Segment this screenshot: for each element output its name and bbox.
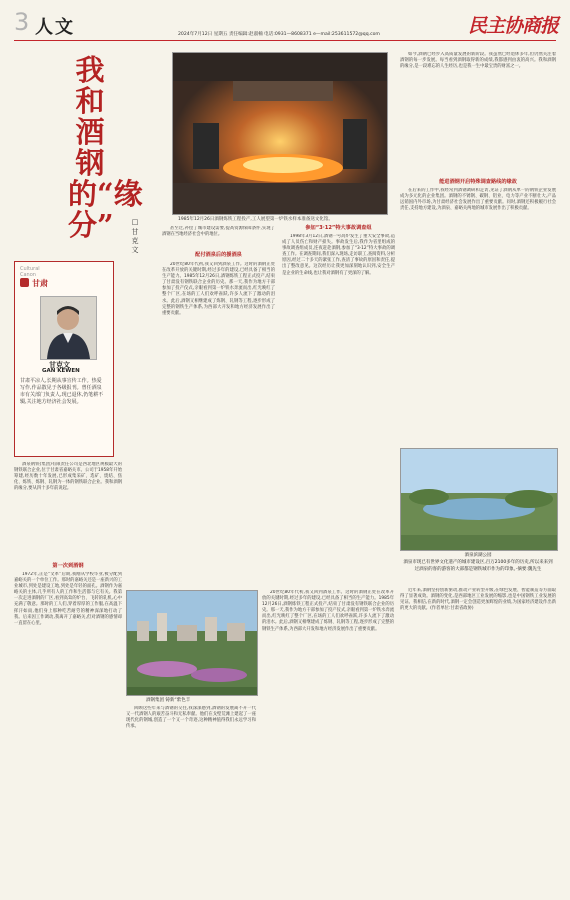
article-col2-bottom xyxy=(126,706,256,890)
photo2-caption: 酒钢集团 铸新“紫色丰 xyxy=(146,698,191,703)
article-col4-top xyxy=(400,52,556,174)
steel-furnace-photo xyxy=(172,52,388,215)
article-col3-bottom xyxy=(262,590,394,890)
author-name-en: GAN KEWEN xyxy=(42,368,80,374)
col3-top-text: 1998年3月12日,酒钢一号高炉发生了重大安全事故,造成了人员伤亡和财产损失。事故发生后,我作为省里组成的事故调查组成员,连夜赶赴酒钢,参加了“3·12”特大事故的调查工作。在调查期间,我们深入现场,走访职工,查阅资料,分析原因,经过二十多天的紧张工作,查清了事故的原因和责任,提出了整改意见。这次经历让我更加深刻地认识到,安全生产是企业的生命线,也让我对酒钢有了更深的了解。 xyxy=(282,234,395,276)
col4-bottom-text: 近年来,酒钢坚持创新驱动,推动产业转型升级,在绿色发展、智能制造等方面取得了显著成效。酒钢的变化,是西部地区工业发展的缩影,也是中国钢铁工业发展的见证。我相信,在新的时代,酒钢一定会创造更加辉煌的业绩,为国家经济建设作出新的更大的贡献。(作者单位:甘肃省政协) xyxy=(400,588,556,612)
masthead-logo: 民主协商报 xyxy=(468,15,559,37)
col4-top-text: 如今,酒钢已经步入高质量发展的新阶段。我虽然已经退休多年,但仍然关注着酒钢的每一步发展。每当看到酒钢取得新的成绩,我都感到由衷的高兴。我和酒钢的缘分,是一段难忘的人生经历,也是我一生中最宝贵的财富之一。 xyxy=(400,52,556,70)
article-col2-mid xyxy=(162,262,275,582)
author-portrait xyxy=(40,296,97,360)
col3-bottom-text: 20世纪80年代初,我又回到酒泉工作。这时的酒钢正处在改革开放的关键时期,经过多年的建设,已经具备了相当的生产能力。1985年12月26日,酒钢炼铁工程正式投产,结束了甘肃没有钢铁联合企业的历史。那一天,我作为地方干部参加了投产仪式,亲眼看到第一炉铁水奔流而出,红光映红了整个厂区,在场的工人们欢呼雀跃,许多人流下了激动的泪水。此后,酒钢又相继建成了炼钢、轧钢等工程,逐步形成了完整的钢铁生产体系,为西部大开发和地方经济发展作出了重要贡献。 xyxy=(262,590,394,632)
subhead-3: 参加“3·12”特大事故调查组 xyxy=(305,225,372,231)
header-rule xyxy=(14,40,556,41)
photo1-caption: 1985年12月26日酒钢炼铁工程投产,工人展望第一炉铁水样本准备送文化馆。 xyxy=(178,217,333,222)
page-number: 3 xyxy=(14,8,30,36)
article-byline: □甘克文 xyxy=(131,218,139,255)
col2-top-text: 甚至过,补偿了城市建设需要,提高资源保障条件,实现了酒钢在当地经济社会中的地位。 xyxy=(162,226,275,238)
col1-lead-text: 酒泉钢铁(集团)有限责任公司是西北地区规模最大的钢铁联合企业,位于甘肃省嘉峪关市。公司于1958年开始筹建,经历数十年发展,已形成集采矿、选矿、烧结、焦化、炼铁、炼钢、轧钢为一体的钢铁联合企业。我和酒钢的缘分,要从四十多年前说起。 xyxy=(14,462,122,492)
article-col2-top xyxy=(162,226,275,250)
issue-editor: 责任编辑:赵淑楠 xyxy=(228,32,263,37)
subhead-2: 配付酒泉后的援酒泉 xyxy=(195,252,242,258)
article-col1-lead xyxy=(14,462,122,560)
section-title: 人文 xyxy=(35,17,75,38)
subhead-1: 第一次到酒钢 xyxy=(52,563,84,569)
page-header xyxy=(0,0,570,40)
article-col4-mid xyxy=(400,188,556,442)
issue-meta xyxy=(178,31,380,37)
col2-mid-text: 20世纪80年代初,我又回到酒泉工作。这时的酒钢正处在改革开放的关键时期,经过多年的建设,已经具备了相当的生产能力。1985年12月26日,酒钢炼铁工程正式投产,结束了甘肃没有钢铁联合企业的历史。那一天,我作为地方干部参加了投产仪式,亲眼看到第一炉铁水奔流而出,红光映红了整个厂区,在场的工人们欢呼雀跃,许多人流下了激动的泪水。此后,酒钢又相继建成了炼钢、轧钢等工程,逐步形成了完整的钢铁生产体系,为西部大开发和地方经济发展作出了重要贡献。 xyxy=(162,262,275,316)
author-bio: 甘肃平凉人,长期从事宣传工作。热爱写作,作品散见于各级报刊。曾任酒泉市有关部门负责人,现已退休,仍笔耕不辍,关注地方经济社会发展。 xyxy=(20,378,104,405)
subhead-4: 能进酒钢开启特殊调查路线的缘故 xyxy=(439,179,517,185)
article-title: 我和酒钢的“缘分” xyxy=(68,53,143,242)
steel-city-photo xyxy=(126,590,258,696)
column-icon xyxy=(20,278,29,287)
col2-bottom-text: 回顾这些年来与酒钢的交往,我深深感到,酒钢的发展离不开一代又一代酒钢人的艰苦奋斗和无私奉献。他们在戈壁荒滩上建起了一座现代化的钢城,创造了一个又一个奇迹,这种精神值得我们永远学习和传承。 xyxy=(126,706,256,730)
author-name-cn: 甘克文 xyxy=(49,361,70,369)
article-col3-top xyxy=(282,234,395,580)
article-col1-main xyxy=(14,572,122,890)
article-col4-bottom xyxy=(400,588,556,890)
issue-phone: 电话:0931—8608371 xyxy=(264,32,312,37)
park-photo xyxy=(400,448,558,551)
issue-date: 2024年7月12日 星期五 xyxy=(178,32,228,37)
column-label: Cultural Canon xyxy=(20,266,40,278)
col4-mid-text: 在后来的工作中,我经常到酒钢调研和走访,见证了酒钢从单一的钢铁企业发展成为多元化的企业集团。酒钢的不锈钢、碳钢、铝业、电力等产业不断壮大,产品远销国内外市场,为甘肃经济社会发展作出了重要贡献。同时,酒钢还积极履行社会责任,支持地方建设,为酒泉、嘉峪关两地的城市发展作出了积极贡献。 xyxy=(400,188,556,212)
photo3-caption: 酒泉滨湖公园 酒泉市现已有世界文化遗产的城市建设区,百万2100多年的历史,所以来来到过酒泉的客的游客的大部都是钢铁城市作为的印象。·摘要:魏先生 xyxy=(403,553,553,572)
column-name: 甘肃 xyxy=(32,279,48,288)
issue-email: e—mail:253611572@qq.com xyxy=(313,32,380,37)
col1-main-text: 1972年,正是“文革”后期,我刚从学校毕业,被分配到嘉峪关的一个单位工作。那时的嘉峪关还是一座新兴的工业城市,到处是建设工地,到处是年轻的面孔。酒钢作为嘉峪关的主体,几乎所有人的工作和生活都与它有关。我第一次走进酒钢的厂区,看到高耸的炉台、飞转的轧机,心中充满了敬意。那时的工人们,穿着厚厚的工作服,在高温下挥汗如雨,他们身上那种吃苦耐劳的精神深深地打动了我。后来因工作调动,我离开了嘉峪关,但对酒钢的感情却一直留在心里。 xyxy=(14,572,122,626)
